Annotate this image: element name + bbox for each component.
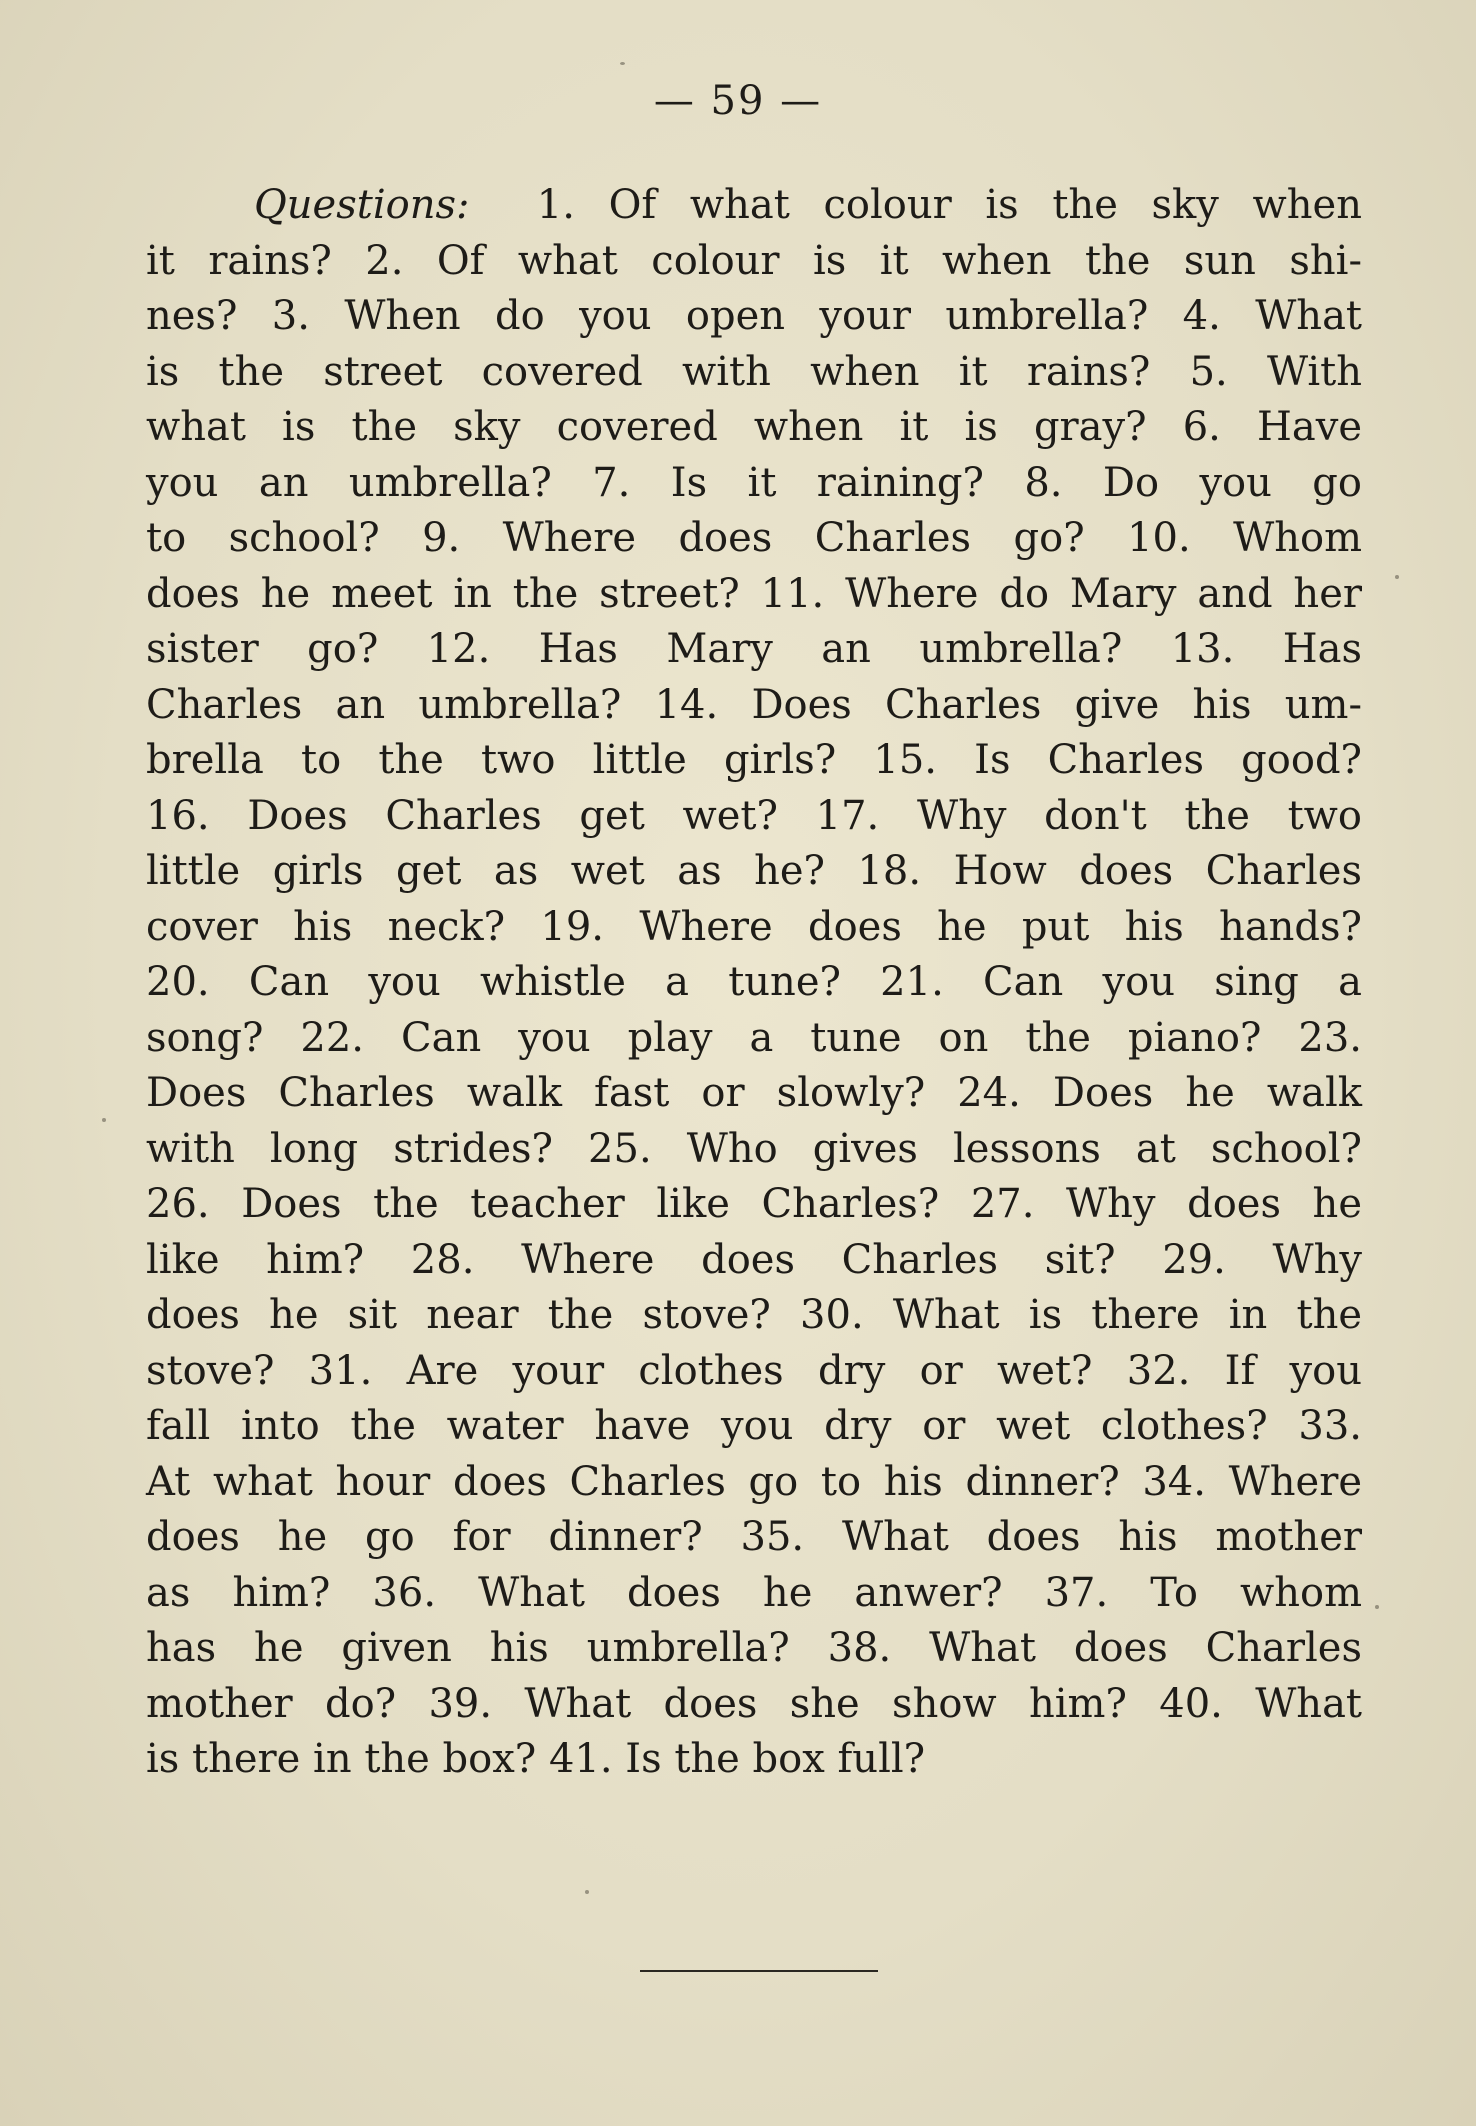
text-line: to school? 9. Where does Charles go? 10. Whom xyxy=(146,515,1362,561)
text-line: 16. Does Charles get wet? 17. Why don't the two xyxy=(146,792,1362,839)
text-line: At what hour does Charles go to his dinner? 34. Where xyxy=(146,1458,1362,1505)
page-number: — 59 — xyxy=(653,78,823,124)
text-line: brella to the two little girls? 15. Is Charles good? xyxy=(146,737,1362,783)
text-line: nes? 3. When do you open your umbrella? 4. What xyxy=(146,293,1362,339)
text-line: is the street covered with when it rains? 5. With xyxy=(146,348,1362,395)
text-line: song? 22. Can you play a tune on the piano? 23. xyxy=(146,1014,1362,1061)
text-line: cover his neck? 19. Where does he put his hands? xyxy=(146,903,1362,950)
text-line: 26. Does the teacher like Charles? 27. Why does he xyxy=(146,1181,1362,1227)
text-line: does he meet in the street? 11. Where do Mary and her xyxy=(146,570,1362,617)
questions-heading: Questions: xyxy=(254,182,470,228)
text-line: Does Charles walk fast or slowly? 24. Does he walk xyxy=(146,1070,1362,1116)
text-line: what is the sky covered when it is gray? 6. Have xyxy=(146,404,1362,450)
paper-speck xyxy=(102,1118,106,1122)
paper-speck xyxy=(1375,1605,1379,1609)
paper-speck xyxy=(585,1890,589,1894)
text-line: does he sit near the stove? 30. What is there in the xyxy=(146,1292,1362,1338)
text-line: does he go for dinner? 35. What does his mother xyxy=(146,1514,1362,1560)
text-line: as him? 36. What does he anwer? 37. To whom xyxy=(146,1569,1362,1616)
end-rule xyxy=(640,1970,878,1972)
text-line: it rains? 2. Of what colour is it when the sun shi- xyxy=(146,237,1362,284)
text-line: is there in the box? 41. Is the box full? xyxy=(146,1736,926,1782)
text-line: with long strides? 25. Who gives lessons at school? xyxy=(146,1125,1362,1172)
text-line: Questions: 1. Of what colour is the sky when xyxy=(254,182,1362,228)
text-line: has he given his umbrella? 38. What does Charles xyxy=(146,1625,1362,1671)
text-line: 20. Can you whistle a tune? 21. Can you sing a xyxy=(146,959,1362,1005)
text-line: mother do? 39. What does she show him? 40. What xyxy=(146,1680,1362,1727)
paper-speck xyxy=(620,62,625,65)
questions-paragraph xyxy=(146,178,1362,1788)
paper-speck xyxy=(1395,575,1399,579)
text-line: fall into the water have you dry or wet clothes? 33. xyxy=(146,1403,1362,1449)
text-line: sister go? 12. Has Mary an umbrella? 13. Has xyxy=(146,626,1362,672)
text-line: Charles an umbrella? 14. Does Charles give his um- xyxy=(146,681,1362,728)
text-line: like him? 28. Where does Charles sit? 29. Why xyxy=(146,1236,1362,1283)
text-line: you an umbrella? 7. Is it raining? 8. Do you go xyxy=(146,459,1362,506)
text-line: stove? 31. Are your clothes dry or wet? 32. If you xyxy=(146,1347,1362,1394)
text-line: little girls get as wet as he? 18. How does Charles xyxy=(146,848,1362,894)
